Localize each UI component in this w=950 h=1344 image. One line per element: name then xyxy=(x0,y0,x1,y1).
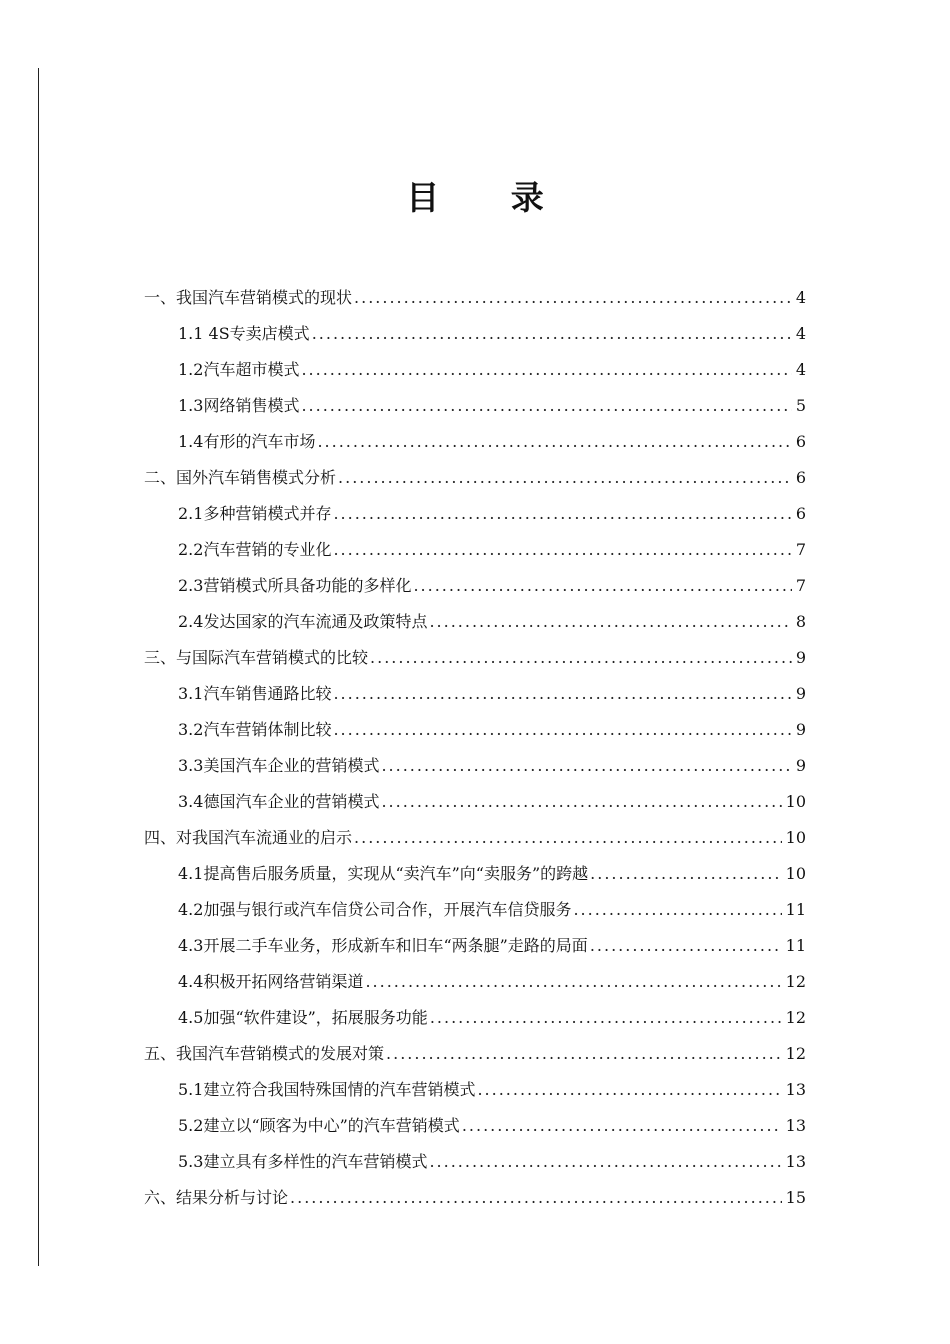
toc-dot-leader xyxy=(333,712,791,748)
toc-section-entry[interactable] xyxy=(144,1144,806,1180)
toc-entry-title: 4.4积极开拓网络营销渠道 xyxy=(178,972,364,991)
toc-dot-leader xyxy=(354,820,782,856)
toc-page-number: 7 xyxy=(795,576,806,595)
toc-entry-title: 1.4有形的汽车市场 xyxy=(178,432,316,451)
toc-section-entry[interactable] xyxy=(144,316,806,352)
toc-section-entry[interactable] xyxy=(144,568,806,604)
toc-chapter-entry[interactable] xyxy=(144,1036,806,1072)
table-of-contents xyxy=(144,280,806,1216)
toc-entry-title: 1.2汽车超市模式 xyxy=(178,360,300,379)
toc-entry-title: 三、与国际汽车营销模式的比较 xyxy=(144,648,369,667)
toc-dot-leader xyxy=(573,892,781,928)
toc-section-entry[interactable] xyxy=(144,856,806,892)
toc-entry-title: 4.2加强与银行或汽车信贷公司合作，开展汽车信贷服务 xyxy=(178,900,572,919)
toc-entry-title: 5.3建立具有多样性的汽车营销模式 xyxy=(178,1152,428,1171)
toc-page-number: 11 xyxy=(785,936,806,955)
toc-entry-title: 一、我国汽车营销模式的现状 xyxy=(144,288,353,307)
toc-chapter-entry[interactable] xyxy=(144,1180,806,1216)
toc-chapter-entry[interactable] xyxy=(144,820,806,856)
toc-dot-leader xyxy=(333,676,791,712)
toc-dot-leader xyxy=(381,748,791,784)
toc-dot-leader xyxy=(333,496,791,532)
toc-section-entry[interactable] xyxy=(144,352,806,388)
toc-entry-title: 4.1提高售后服务质量，实现从“卖汽车”向“卖服务”的跨越 xyxy=(178,864,589,883)
toc-page-number: 13 xyxy=(785,1152,806,1171)
toc-section-entry[interactable] xyxy=(144,424,806,460)
toc-dot-leader xyxy=(413,568,791,604)
toc-section-entry[interactable] xyxy=(144,964,806,1000)
toc-page-number: 10 xyxy=(785,792,806,811)
toc-section-entry[interactable] xyxy=(144,1000,806,1036)
toc-entry-title: 5.2建立以“顾客为中心”的汽车营销模式 xyxy=(178,1116,460,1135)
toc-dot-leader xyxy=(338,460,792,496)
toc-page-number: 4 xyxy=(795,288,806,307)
toc-entry-title: 2.3营销模式所具备功能的多样化 xyxy=(178,576,412,595)
toc-entry-title: 4.3开展二手车业务，形成新车和旧车“两条腿”走路的局面 xyxy=(178,936,588,955)
toc-dot-leader xyxy=(312,316,792,352)
toc-entry-title: 5.1建立符合我国特殊国情的汽车营销模式 xyxy=(178,1080,476,1099)
toc-section-entry[interactable] xyxy=(144,748,806,784)
toc-section-entry[interactable] xyxy=(144,532,806,568)
toc-entry-title: 3.1汽车销售通路比较 xyxy=(178,684,332,703)
toc-section-entry[interactable] xyxy=(144,1072,806,1108)
toc-page-number: 8 xyxy=(795,612,806,631)
toc-section-entry[interactable] xyxy=(144,712,806,748)
toc-chapter-entry[interactable] xyxy=(144,460,806,496)
toc-section-entry[interactable] xyxy=(144,892,806,928)
toc-section-entry[interactable] xyxy=(144,784,806,820)
toc-dot-leader xyxy=(301,352,791,388)
toc-section-entry[interactable] xyxy=(144,388,806,424)
toc-entry-title: 2.1多种营销模式并存 xyxy=(178,504,332,523)
toc-dot-leader xyxy=(462,1108,782,1144)
binding-margin-line xyxy=(38,68,39,1266)
toc-entry-title: 3.3美国汽车企业的营销模式 xyxy=(178,756,380,775)
toc-page-number: 9 xyxy=(795,756,806,775)
toc-section-entry[interactable] xyxy=(144,676,806,712)
toc-page-number: 9 xyxy=(795,684,806,703)
toc-page-number: 12 xyxy=(785,1008,806,1027)
toc-dot-leader xyxy=(381,784,781,820)
toc-dot-leader xyxy=(429,1144,781,1180)
toc-section-entry[interactable] xyxy=(144,604,806,640)
toc-chapter-entry[interactable] xyxy=(144,640,806,676)
toc-dot-leader xyxy=(354,280,792,316)
toc-section-entry[interactable] xyxy=(144,1108,806,1144)
toc-dot-leader xyxy=(370,640,792,676)
toc-dot-leader xyxy=(333,532,791,568)
toc-page-number: 4 xyxy=(795,360,806,379)
toc-dot-leader xyxy=(365,964,781,1000)
toc-entry-title: 四、对我国汽车流通业的启示 xyxy=(144,828,353,847)
page-title: 目 录 xyxy=(406,178,574,217)
toc-page-number: 6 xyxy=(795,468,806,487)
toc-entry-title: 1.1 4S专卖店模式 xyxy=(178,324,310,343)
toc-page-number: 13 xyxy=(785,1080,806,1099)
toc-page-number: 7 xyxy=(795,540,806,559)
toc-page-number: 12 xyxy=(785,972,806,991)
toc-entry-title: 3.4德国汽车企业的营销模式 xyxy=(178,792,380,811)
toc-dot-leader xyxy=(301,388,791,424)
toc-entry-title: 六、结果分析与讨论 xyxy=(144,1188,289,1207)
toc-entry-title: 1.3网络销售模式 xyxy=(178,396,300,415)
toc-dot-leader xyxy=(590,928,782,964)
toc-page-number: 10 xyxy=(785,828,806,847)
toc-dot-leader xyxy=(430,1000,782,1036)
toc-page-number: 11 xyxy=(785,900,806,919)
toc-page-number: 10 xyxy=(785,864,806,883)
toc-entry-title: 2.2汽车营销的专业化 xyxy=(178,540,332,559)
toc-page-number: 9 xyxy=(795,720,806,739)
toc-page-number: 6 xyxy=(795,504,806,523)
toc-page-number: 12 xyxy=(785,1044,806,1063)
toc-page-number: 5 xyxy=(795,396,806,415)
toc-dot-leader xyxy=(477,1072,781,1108)
toc-page-number: 6 xyxy=(795,432,806,451)
toc-dot-leader xyxy=(429,604,791,640)
toc-page-number: 13 xyxy=(785,1116,806,1135)
toc-entry-title: 2.4发达国家的汽车流通及政策特点 xyxy=(178,612,428,631)
toc-entry-title: 二、国外汽车销售模式分析 xyxy=(144,468,337,487)
toc-section-entry[interactable] xyxy=(144,496,806,532)
toc-section-entry[interactable] xyxy=(144,928,806,964)
toc-page-number: 4 xyxy=(795,324,806,343)
toc-dot-leader xyxy=(290,1180,782,1216)
toc-page-number: 9 xyxy=(795,648,806,667)
toc-dot-leader xyxy=(386,1036,782,1072)
toc-entry-title: 3.2汽车营销体制比较 xyxy=(178,720,332,739)
toc-entry-title: 4.5加强“软件建设”，拓展服务功能 xyxy=(178,1008,428,1027)
toc-dot-leader xyxy=(590,856,781,892)
toc-page-number: 15 xyxy=(785,1188,806,1207)
toc-chapter-entry[interactable] xyxy=(144,280,806,316)
toc-entry-title: 五、我国汽车营销模式的发展对策 xyxy=(144,1044,385,1063)
toc-dot-leader xyxy=(317,424,791,460)
